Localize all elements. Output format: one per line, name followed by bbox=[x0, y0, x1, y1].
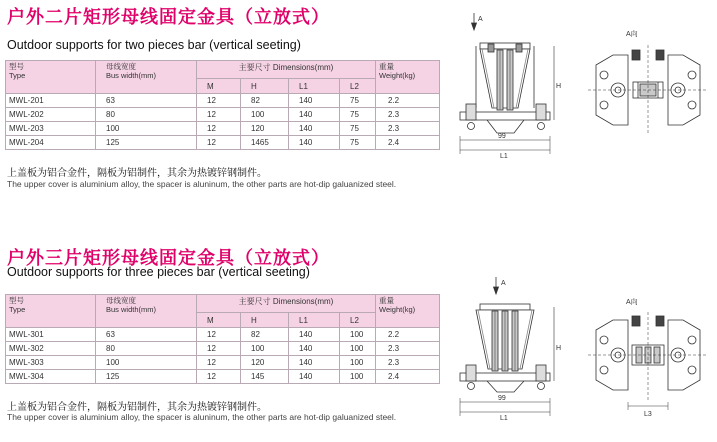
header-bus-width: 母线宽度 Bus width(mm) bbox=[96, 61, 197, 94]
dim-label-h: H bbox=[556, 83, 562, 90]
cell-type: MWL-301 bbox=[6, 328, 96, 342]
header-weight: 重量 Weight(kg) bbox=[376, 61, 440, 94]
cell-m: 12 bbox=[197, 356, 241, 370]
cell-h: 82 bbox=[241, 94, 289, 108]
arrow-label: A bbox=[478, 16, 483, 23]
dim-label-99: 99 bbox=[498, 395, 506, 402]
cell-weight: 2.4 bbox=[376, 136, 440, 150]
a-view-drawing bbox=[588, 290, 708, 422]
cell-l1: 140 bbox=[289, 108, 340, 122]
spec-table bbox=[5, 294, 440, 384]
cell-l2: 100 bbox=[340, 342, 376, 356]
header-l2: L2 bbox=[340, 79, 376, 94]
view-label: A向 bbox=[626, 299, 638, 306]
cell-l2: 100 bbox=[340, 370, 376, 384]
cell-h: 82 bbox=[241, 328, 289, 342]
cell-l1: 140 bbox=[289, 328, 340, 342]
cell-m: 12 bbox=[197, 94, 241, 108]
table-row bbox=[6, 328, 440, 342]
cell-m: 12 bbox=[197, 122, 241, 136]
cell-m: 12 bbox=[197, 370, 241, 384]
side-view-drawing bbox=[452, 274, 567, 429]
header-dimensions: 主要尺寸 Dimensions(mm) bbox=[197, 61, 376, 79]
section-title-en: Outdoor supports for two pieces bar (vertical seeting) bbox=[7, 38, 301, 52]
note-en: The upper cover is aluminium alloy, the spacer is aluninum, the other parts are hot-dip galuanized steel. bbox=[7, 179, 397, 189]
spec-table bbox=[5, 60, 440, 150]
header-l2: L2 bbox=[340, 313, 376, 328]
table-row bbox=[6, 136, 440, 150]
cell-h: 100 bbox=[241, 108, 289, 122]
cell-type: MWL-304 bbox=[6, 370, 96, 384]
cell-type: MWL-203 bbox=[6, 122, 96, 136]
cell-weight: 2.3 bbox=[376, 122, 440, 136]
cell-l2: 75 bbox=[340, 108, 376, 122]
cell-weight: 2.3 bbox=[376, 342, 440, 356]
section-title-cn: 户外三片矩形母线固定金具（立放式） bbox=[7, 248, 330, 269]
cell-bus: 125 bbox=[96, 370, 197, 384]
header-dimensions: 主要尺寸 Dimensions(mm) bbox=[197, 295, 376, 313]
cell-weight: 2.3 bbox=[376, 356, 440, 370]
header-type: 型号 Type bbox=[6, 61, 96, 94]
cell-bus: 63 bbox=[96, 328, 197, 342]
cell-l2: 100 bbox=[340, 356, 376, 370]
header-l1: L1 bbox=[289, 313, 340, 328]
cell-m: 12 bbox=[197, 342, 241, 356]
header-bus-width: 母线宽度 Bus width(mm) bbox=[96, 295, 197, 328]
cell-l1: 140 bbox=[289, 122, 340, 136]
table-row bbox=[6, 122, 440, 136]
dim-label-h: H bbox=[556, 345, 562, 352]
cell-l1: 140 bbox=[289, 136, 340, 150]
dim-label-l3: L3 bbox=[644, 411, 652, 418]
header-m: M bbox=[197, 79, 241, 94]
dim-label-99: 99 bbox=[498, 133, 506, 140]
arrow-label: A bbox=[501, 280, 506, 287]
cell-weight: 2.4 bbox=[376, 370, 440, 384]
header-h: H bbox=[241, 313, 289, 328]
dim-label-l1: L1 bbox=[500, 153, 508, 160]
note-cn: 上盖板为铝合金件，隔板为铝制件，其余为热镀锌钢制件。 bbox=[7, 402, 267, 413]
cell-bus: 80 bbox=[96, 108, 197, 122]
cell-h: 145 bbox=[241, 370, 289, 384]
cell-h: 120 bbox=[241, 122, 289, 136]
view-label: A向 bbox=[626, 31, 638, 38]
cell-l1: 140 bbox=[289, 370, 340, 384]
table-row bbox=[6, 356, 440, 370]
table-row bbox=[6, 94, 440, 108]
table-row bbox=[6, 108, 440, 122]
cell-l2: 100 bbox=[340, 328, 376, 342]
header-weight: 重量 Weight(kg) bbox=[376, 295, 440, 328]
cell-l1: 140 bbox=[289, 356, 340, 370]
cell-m: 12 bbox=[197, 328, 241, 342]
table-row bbox=[6, 370, 440, 384]
cell-h: 100 bbox=[241, 342, 289, 356]
cell-type: MWL-201 bbox=[6, 94, 96, 108]
note-en: The upper cover is aluminium alloy, the spacer is aluninum, the other parts are hot-dip galuanized steel. bbox=[7, 412, 397, 422]
cell-bus: 100 bbox=[96, 122, 197, 136]
cell-h: 1465 bbox=[241, 136, 289, 150]
cell-l2: 75 bbox=[340, 136, 376, 150]
cell-type: MWL-204 bbox=[6, 136, 96, 150]
cell-type: MWL-303 bbox=[6, 356, 96, 370]
cell-type: MWL-302 bbox=[6, 342, 96, 356]
note-cn: 上盖板为铝合金件，隔板为铝制件，其余为热镀锌钢制件。 bbox=[7, 168, 267, 179]
cell-l2: 75 bbox=[340, 122, 376, 136]
cell-weight: 2.3 bbox=[376, 108, 440, 122]
cell-weight: 2.2 bbox=[376, 94, 440, 108]
cell-l2: 75 bbox=[340, 94, 376, 108]
cell-bus: 125 bbox=[96, 136, 197, 150]
cell-bus: 100 bbox=[96, 356, 197, 370]
cell-bus: 63 bbox=[96, 94, 197, 108]
header-m: M bbox=[197, 313, 241, 328]
cell-weight: 2.2 bbox=[376, 328, 440, 342]
cell-m: 12 bbox=[197, 108, 241, 122]
cell-m: 12 bbox=[197, 136, 241, 150]
cell-bus: 80 bbox=[96, 342, 197, 356]
cell-type: MWL-202 bbox=[6, 108, 96, 122]
header-l1: L1 bbox=[289, 79, 340, 94]
dim-label-l1: L1 bbox=[500, 415, 508, 422]
header-type: 型号 Type bbox=[6, 295, 96, 328]
a-view-drawing bbox=[588, 20, 708, 150]
section-title-en: Outdoor supports for three pieces bar (vertical seeting) bbox=[7, 265, 310, 279]
cell-l1: 140 bbox=[289, 342, 340, 356]
section-title-cn: 户外二片矩形母线固定金具（立放式） bbox=[7, 7, 330, 28]
header-h: H bbox=[241, 79, 289, 94]
table-row bbox=[6, 342, 440, 356]
cell-l1: 140 bbox=[289, 94, 340, 108]
cell-h: 120 bbox=[241, 356, 289, 370]
side-view-drawing bbox=[452, 8, 567, 168]
